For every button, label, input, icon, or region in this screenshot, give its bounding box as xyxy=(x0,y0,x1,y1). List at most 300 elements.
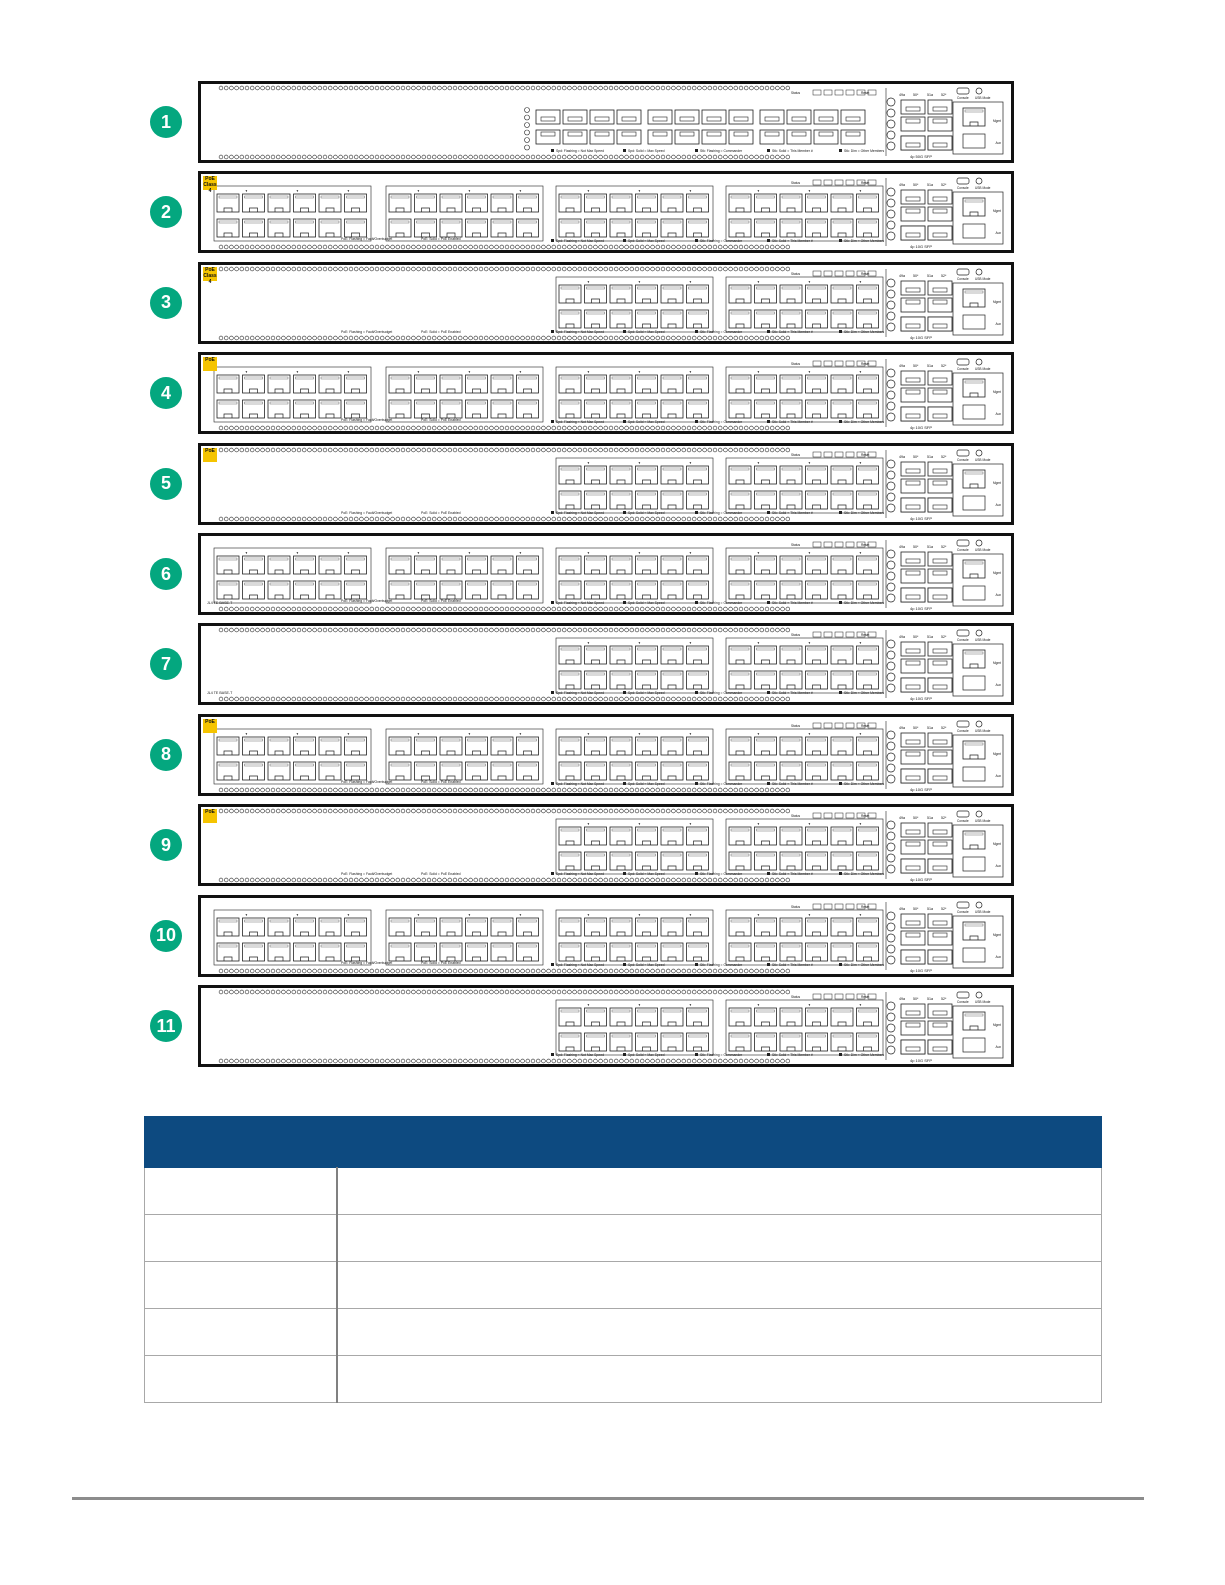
vent-hole xyxy=(770,336,774,340)
vent-hole xyxy=(412,878,416,882)
rj45-port xyxy=(636,827,658,845)
vent-hole xyxy=(302,788,306,792)
legend-swatch xyxy=(767,601,770,604)
vent-hole xyxy=(516,426,520,430)
uplink-label: 49a xyxy=(899,725,905,730)
vent-hole xyxy=(261,336,265,340)
port-outline xyxy=(661,852,683,870)
rj45-port xyxy=(780,285,802,303)
vent-hole xyxy=(677,878,681,882)
vent-hole xyxy=(412,1059,416,1063)
uplink-led xyxy=(887,1024,895,1032)
vent-hole xyxy=(354,336,358,340)
switch-front-panel xyxy=(198,623,1014,705)
vent-hole xyxy=(438,697,442,701)
vent-hole xyxy=(682,1059,686,1063)
port-number-label: ▾ xyxy=(757,189,760,194)
rj45-port xyxy=(585,918,607,936)
vent-hole xyxy=(458,245,462,249)
port-outline xyxy=(559,581,581,599)
vent-hole xyxy=(308,990,312,994)
rj45-port xyxy=(440,918,462,936)
port-outline xyxy=(755,646,777,664)
port-outline xyxy=(610,375,632,393)
vent-hole xyxy=(422,628,426,632)
vent-hole xyxy=(599,267,603,271)
vent-hole xyxy=(776,788,780,792)
vent-hole xyxy=(750,426,754,430)
vent-hole xyxy=(531,607,535,611)
vent-hole xyxy=(386,448,390,452)
vent-hole xyxy=(505,86,509,90)
port-outline xyxy=(636,852,658,870)
rj45-port xyxy=(806,400,828,418)
console-label: Console xyxy=(957,96,969,100)
port-outline xyxy=(319,556,341,574)
port-number-label: ▾ xyxy=(757,370,760,375)
vent-hole xyxy=(240,607,244,611)
rj45-port xyxy=(389,918,411,936)
port-outline xyxy=(857,762,879,780)
legend-text: Spd: Solid = Max Speed xyxy=(628,1053,665,1057)
vent-hole xyxy=(562,517,566,521)
vent-hole xyxy=(630,969,634,973)
vent-hole xyxy=(708,155,712,159)
status-led xyxy=(824,452,832,457)
vent-hole xyxy=(729,628,733,632)
vent-hole xyxy=(609,517,613,521)
vent-hole xyxy=(614,426,618,430)
vent-hole xyxy=(744,245,748,249)
vent-hole xyxy=(599,697,603,701)
sfp-port xyxy=(760,110,784,124)
vent-hole xyxy=(547,517,551,521)
vent-hole xyxy=(318,788,322,792)
uplink-label: 51a xyxy=(927,93,933,97)
sfp-port xyxy=(841,130,865,144)
vent-hole xyxy=(490,697,494,701)
vent-hole xyxy=(562,448,566,452)
port-outline xyxy=(319,194,341,212)
vent-hole xyxy=(526,809,530,813)
port-outline xyxy=(440,737,462,755)
port-outline xyxy=(729,737,751,755)
vent-hole xyxy=(578,969,582,973)
rj45-port xyxy=(806,310,828,328)
vent-hole xyxy=(271,245,275,249)
vent-hole xyxy=(479,809,483,813)
vent-hole xyxy=(417,86,421,90)
console-label: Console xyxy=(957,638,969,643)
rj45-port xyxy=(687,556,709,574)
rj45-port xyxy=(217,556,239,574)
vent-hole xyxy=(396,969,400,973)
vent-hole xyxy=(770,267,774,271)
rj45-port xyxy=(319,943,341,961)
vent-row xyxy=(219,607,790,611)
vent-hole xyxy=(464,697,468,701)
uplink-label: 50* xyxy=(913,183,919,188)
port-group xyxy=(556,1000,713,1055)
port-number-label: ▾ xyxy=(468,551,471,555)
vent-hole xyxy=(625,628,629,632)
aux-label: Aux xyxy=(995,683,1001,688)
vent-hole xyxy=(661,448,665,452)
status-led xyxy=(846,994,854,999)
vent-hole xyxy=(292,1059,296,1063)
vent-hole xyxy=(781,809,785,813)
status-led xyxy=(824,632,832,637)
switch-drawing xyxy=(201,174,1011,250)
port-outline xyxy=(780,194,802,212)
vent-hole xyxy=(406,426,410,430)
vent-hole xyxy=(744,969,748,973)
sfp-port xyxy=(928,407,952,421)
vent-hole xyxy=(708,448,712,452)
rj45-port xyxy=(636,581,658,599)
port-outline xyxy=(636,1033,658,1051)
port-outline xyxy=(415,375,437,393)
rj45-port xyxy=(440,556,462,574)
rj45-port xyxy=(963,1012,985,1030)
vent-hole xyxy=(651,448,655,452)
table-cell xyxy=(337,1168,1102,1215)
vent-hole xyxy=(760,517,764,521)
vent-hole xyxy=(386,267,390,271)
vent-hole xyxy=(235,990,239,994)
vent-hole xyxy=(276,607,280,611)
legend-text: Spd: Flashing = Not Max Speed xyxy=(556,1053,604,1057)
port-outline xyxy=(806,310,828,328)
vent-hole xyxy=(542,517,546,521)
port-outline xyxy=(345,194,367,212)
vent-hole xyxy=(339,267,343,271)
vent-hole xyxy=(630,628,634,632)
vent-hole xyxy=(614,628,618,632)
vent-hole xyxy=(630,788,634,792)
port-outline xyxy=(491,918,513,936)
vent-hole xyxy=(666,86,670,90)
vent-hole xyxy=(250,878,254,882)
rj45-port xyxy=(466,581,488,599)
vent-hole xyxy=(417,607,421,611)
vent-hole xyxy=(760,155,764,159)
status-led xyxy=(835,904,843,909)
vent-hole xyxy=(380,86,384,90)
vent-hole xyxy=(739,809,743,813)
vent-hole xyxy=(302,426,306,430)
vent-hole xyxy=(354,426,358,430)
port-outline xyxy=(857,1008,879,1026)
vent-hole xyxy=(588,336,592,340)
port-outline xyxy=(585,219,607,237)
vent-hole xyxy=(469,155,473,159)
port-number-label: ▾ xyxy=(417,912,420,917)
vent-hole xyxy=(744,878,748,882)
uplink-led xyxy=(887,561,895,569)
vent-hole xyxy=(224,86,228,90)
usb-mode-label: USB Mode xyxy=(975,819,991,824)
sfp-port xyxy=(928,1040,952,1054)
vent-hole xyxy=(386,990,390,994)
vent-hole xyxy=(235,448,239,452)
port-outline xyxy=(661,1008,683,1026)
port-outline xyxy=(729,466,751,484)
vent-hole xyxy=(495,990,499,994)
vent-hole xyxy=(318,517,322,521)
legend-swatch xyxy=(839,330,842,333)
sfp-port xyxy=(901,950,925,964)
vent-hole xyxy=(287,517,291,521)
console-port xyxy=(957,359,969,365)
table-cell xyxy=(145,1168,337,1215)
vent-hole xyxy=(583,697,587,701)
vent-hole xyxy=(557,155,561,159)
vent-hole xyxy=(308,607,312,611)
port-outline xyxy=(636,646,658,664)
port-number-label: ▾ xyxy=(689,460,692,465)
rj45-port xyxy=(243,219,265,237)
reset-label: Reset xyxy=(861,452,870,457)
port-outline xyxy=(415,918,437,936)
vent-hole xyxy=(391,448,395,452)
uplink-label: 49a xyxy=(899,93,905,97)
rj45-port xyxy=(857,646,879,664)
vent-hole xyxy=(282,969,286,973)
vent-hole xyxy=(588,809,592,813)
port-outline xyxy=(729,285,751,303)
sfp-port xyxy=(901,1021,925,1035)
vent-hole xyxy=(542,155,546,159)
status-led xyxy=(813,271,821,276)
port-outline xyxy=(661,466,683,484)
vent-hole xyxy=(510,788,514,792)
port-number-label: ▾ xyxy=(638,551,641,555)
rj45-port xyxy=(831,310,853,328)
vent-hole xyxy=(308,426,312,430)
vent-hole xyxy=(391,697,395,701)
reset-label: Reset xyxy=(861,814,870,819)
vent-hole xyxy=(380,878,384,882)
vent-hole xyxy=(370,809,374,813)
vent-hole xyxy=(630,878,634,882)
legend-swatch xyxy=(767,691,770,694)
vent-hole xyxy=(625,517,629,521)
vent-hole xyxy=(427,607,431,611)
vent-hole xyxy=(781,878,785,882)
vent-row xyxy=(219,426,790,430)
status-led xyxy=(824,994,832,999)
vent-hole xyxy=(666,1059,670,1063)
vent-hole xyxy=(422,969,426,973)
sfp-port xyxy=(901,733,925,747)
port-outline xyxy=(963,198,985,216)
vent-hole xyxy=(770,628,774,632)
vent-hole xyxy=(661,990,665,994)
vent-hole xyxy=(464,86,468,90)
vent-hole xyxy=(718,697,722,701)
legend-text: Spd: Solid = Max Speed xyxy=(628,962,665,967)
rj45-port xyxy=(661,918,683,936)
port-outline xyxy=(687,762,709,780)
vent-hole xyxy=(526,1059,530,1063)
vent-hole xyxy=(417,448,421,452)
rj45-port xyxy=(780,671,802,689)
vent-hole xyxy=(692,788,696,792)
status-led xyxy=(824,723,832,728)
port-outline xyxy=(559,466,581,484)
vent-hole xyxy=(573,517,577,521)
vent-hole xyxy=(770,86,774,90)
vent-hole xyxy=(703,426,707,430)
aux-usb-port xyxy=(963,496,985,510)
vent-hole xyxy=(646,809,650,813)
vent-hole xyxy=(786,788,790,792)
vent-hole xyxy=(729,990,733,994)
port-outline xyxy=(585,285,607,303)
vent-hole xyxy=(406,245,410,249)
port-number-label: ▾ xyxy=(689,641,692,646)
port-outline xyxy=(585,1033,607,1051)
vent-hole xyxy=(609,969,613,973)
uplink-label: 51a xyxy=(927,183,933,188)
port-outline xyxy=(345,762,367,780)
port-outline xyxy=(559,646,581,664)
vent-hole xyxy=(396,426,400,430)
vent-hole xyxy=(396,628,400,632)
rj45-port xyxy=(559,491,581,509)
port-outline xyxy=(491,762,513,780)
vent-hole xyxy=(547,607,551,611)
vent-hole xyxy=(230,788,234,792)
rj45-port xyxy=(755,400,777,418)
port-group xyxy=(726,548,883,603)
vent-hole xyxy=(568,990,572,994)
vent-hole xyxy=(438,267,442,271)
rj45-port xyxy=(415,762,437,780)
uplink-section xyxy=(791,269,1003,340)
rj45-port xyxy=(831,827,853,845)
vent-hole xyxy=(318,1059,322,1063)
vent-hole xyxy=(256,517,260,521)
vent-hole xyxy=(526,336,530,340)
vent-hole xyxy=(630,448,634,452)
rj45-port xyxy=(831,194,853,212)
vent-hole xyxy=(490,426,494,430)
vent-hole xyxy=(599,448,603,452)
vent-hole xyxy=(755,697,759,701)
vent-hole xyxy=(349,155,353,159)
port-outline xyxy=(963,108,985,126)
status-led xyxy=(813,632,821,637)
vent-hole xyxy=(531,990,535,994)
rj45-port xyxy=(729,646,751,664)
vent-hole xyxy=(583,1059,587,1063)
vent-hole xyxy=(308,267,312,271)
port-outline xyxy=(806,556,828,574)
vent-hole xyxy=(469,448,473,452)
rj45-port xyxy=(687,737,709,755)
rj45-port xyxy=(466,400,488,418)
vent-hole xyxy=(594,878,598,882)
poe-legend-text: PoE: Flashing = Fault/Overbudget xyxy=(341,510,393,515)
poe-badge: PoE xyxy=(203,448,217,462)
console-port xyxy=(957,721,969,727)
vent-hole xyxy=(313,990,317,994)
vent-hole xyxy=(365,155,369,159)
status-label: Status xyxy=(791,543,801,547)
vent-hole xyxy=(250,267,254,271)
vent-hole xyxy=(370,245,374,249)
port-outline xyxy=(491,400,513,418)
rj45-port xyxy=(729,827,751,845)
vent-hole xyxy=(729,607,733,611)
vent-row xyxy=(219,809,790,813)
port-outline xyxy=(415,219,437,237)
port-outline xyxy=(831,827,853,845)
reset-label: Reset xyxy=(861,633,870,638)
vent-hole xyxy=(640,426,644,430)
vent-hole xyxy=(646,990,650,994)
vent-hole xyxy=(536,336,540,340)
vent-hole xyxy=(578,86,582,90)
vent-hole xyxy=(375,517,379,521)
vent-hole xyxy=(380,990,384,994)
vent-hole xyxy=(666,517,670,521)
port-outline xyxy=(610,737,632,755)
port-number-label: ▾ xyxy=(808,912,811,917)
console-label: Console xyxy=(957,548,969,552)
port-outline xyxy=(466,918,488,936)
vent-hole xyxy=(224,607,228,611)
rj45-port xyxy=(610,466,632,484)
rj45-port xyxy=(729,310,751,328)
rj45-port xyxy=(217,581,239,599)
rj45-port xyxy=(780,375,802,393)
rj45-port xyxy=(491,737,513,755)
port-outline xyxy=(415,556,437,574)
legend-text: Spd: Flashing = Not Max Speed xyxy=(556,239,604,244)
vent-hole xyxy=(640,628,644,632)
port-outline xyxy=(661,194,683,212)
legend-text: Stk: Dim = Other Members xyxy=(844,691,885,696)
uplink-led xyxy=(887,843,895,851)
vent-hole xyxy=(698,426,702,430)
vent-hole xyxy=(318,878,322,882)
vent-hole xyxy=(344,426,348,430)
vent-hole xyxy=(516,788,520,792)
vent-hole xyxy=(339,607,343,611)
rj45-port xyxy=(687,310,709,328)
vent-hole xyxy=(750,155,754,159)
vent-hole xyxy=(360,336,364,340)
port-outline xyxy=(415,762,437,780)
vent-hole xyxy=(256,697,260,701)
vent-hole xyxy=(568,809,572,813)
switch-drawing xyxy=(201,446,1011,522)
vent-hole xyxy=(677,607,681,611)
rj45-port xyxy=(585,1008,607,1026)
rj45-port xyxy=(636,310,658,328)
vent-hole xyxy=(334,969,338,973)
vent-hole xyxy=(698,628,702,632)
vent-hole xyxy=(604,969,608,973)
rj45-port xyxy=(780,943,802,961)
uplink-led xyxy=(887,684,895,692)
vent-hole xyxy=(635,517,639,521)
vent-hole xyxy=(620,878,624,882)
port-outline xyxy=(440,762,462,780)
